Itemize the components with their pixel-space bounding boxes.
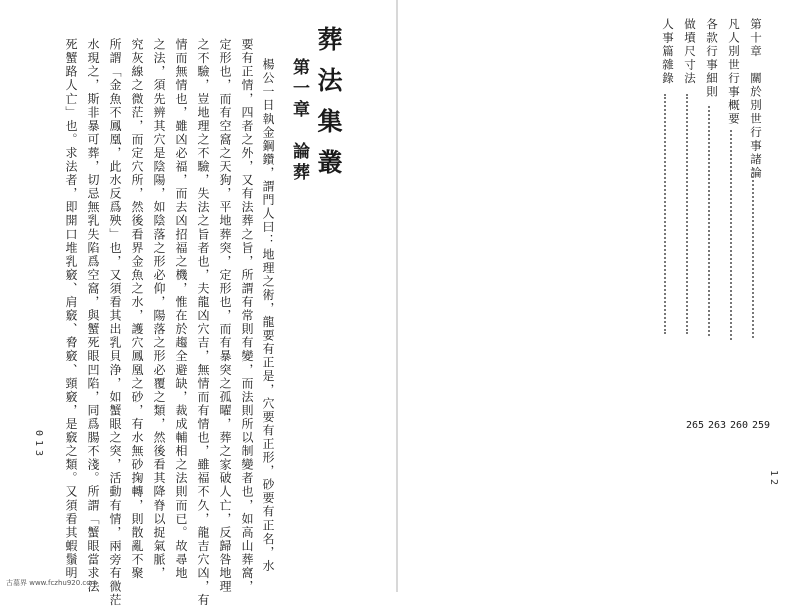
text-column: 之不驗，豈地理之不驗，失法之旨者也，夫龍凶穴吉，無情而有情也，雖福不久，龍吉穴凶，有 <box>196 38 210 607</box>
toc-page-number: 265 <box>686 420 705 431</box>
toc-entry-title: 人事篇雜錄 <box>661 18 675 86</box>
text-column: 水現之，斯非暴可葬，切忌無乳失陷爲空窩，與蟹死眼凹陷，同爲腸不淺。所謂「蟹眼當求法 <box>86 38 100 594</box>
page-number-right: 12 <box>768 470 779 489</box>
toc-leader <box>708 106 712 336</box>
toc-leader <box>752 168 756 338</box>
toc-entry-title: 第十章 關於別世行事諸論 <box>749 18 763 180</box>
text-column: 情而無情也，雖凶必福，而去凶招福之機，惟在於趨全避缺，裁成輔相之法則而已。故尋地 <box>174 38 188 580</box>
toc-leader <box>664 94 668 334</box>
text-column: 之法，須先辨其穴是陰陽，如陰落之形必仰，陽落之形必覆之類，然後看其降脊以捉氣脈， <box>152 38 166 580</box>
text-column: 究灰線之微茫，而定穴所，然後看界金魚之水，護穴鳳凰之砂，有水無砂掬轉，則散亂不聚 <box>130 38 144 580</box>
toc-leader <box>686 94 690 334</box>
chapter-heading: 第一章 論葬 <box>289 58 309 184</box>
toc-entry-title: 各款行事細則 <box>705 18 719 99</box>
book-title: 葬法集叢 <box>314 26 343 190</box>
toc-page-number: 263 <box>708 420 727 431</box>
text-column: 要有正情，四者之外，又有法葬之旨，所謂有常則有變，而法則所以制變者也，如高山葬窩， <box>240 38 254 594</box>
watermark-footer: 古墓界 www.fczhu920.com <box>6 579 98 587</box>
page-gutter <box>396 0 398 592</box>
toc-page-number: 259 <box>752 420 771 431</box>
toc-entry-title: 凡人別世行事概要 <box>727 18 741 126</box>
toc-page-number: 260 <box>730 420 749 431</box>
text-column: 所謂「金魚不鳳凰，此水反爲殃」也，又須看其出乳貝浄，如蟹眼之突，活動有情，兩旁有微茫 <box>108 38 122 607</box>
toc-leader <box>730 130 734 340</box>
text-column: 定形也，而有空窩之天狗，平地葬突，定形也，而有暴突之孤曜，葬之家破人亡，反歸咎地理 <box>218 38 232 594</box>
toc-entry-title: 做墳尺寸法 <box>683 18 697 86</box>
page-number-left: 013 <box>33 430 44 461</box>
text-column: 死蟹路人亡」也。求法者，即開口堆乳竅、肩竅、脅竅、頸竅，是竅之類。又須看其蝦鬚明 <box>64 38 78 580</box>
text-column: 楊公一日執金鋼鑽，謂門人曰：地理之術，龍要有正是，穴要有正形，砂要有正名，水 <box>261 58 275 573</box>
